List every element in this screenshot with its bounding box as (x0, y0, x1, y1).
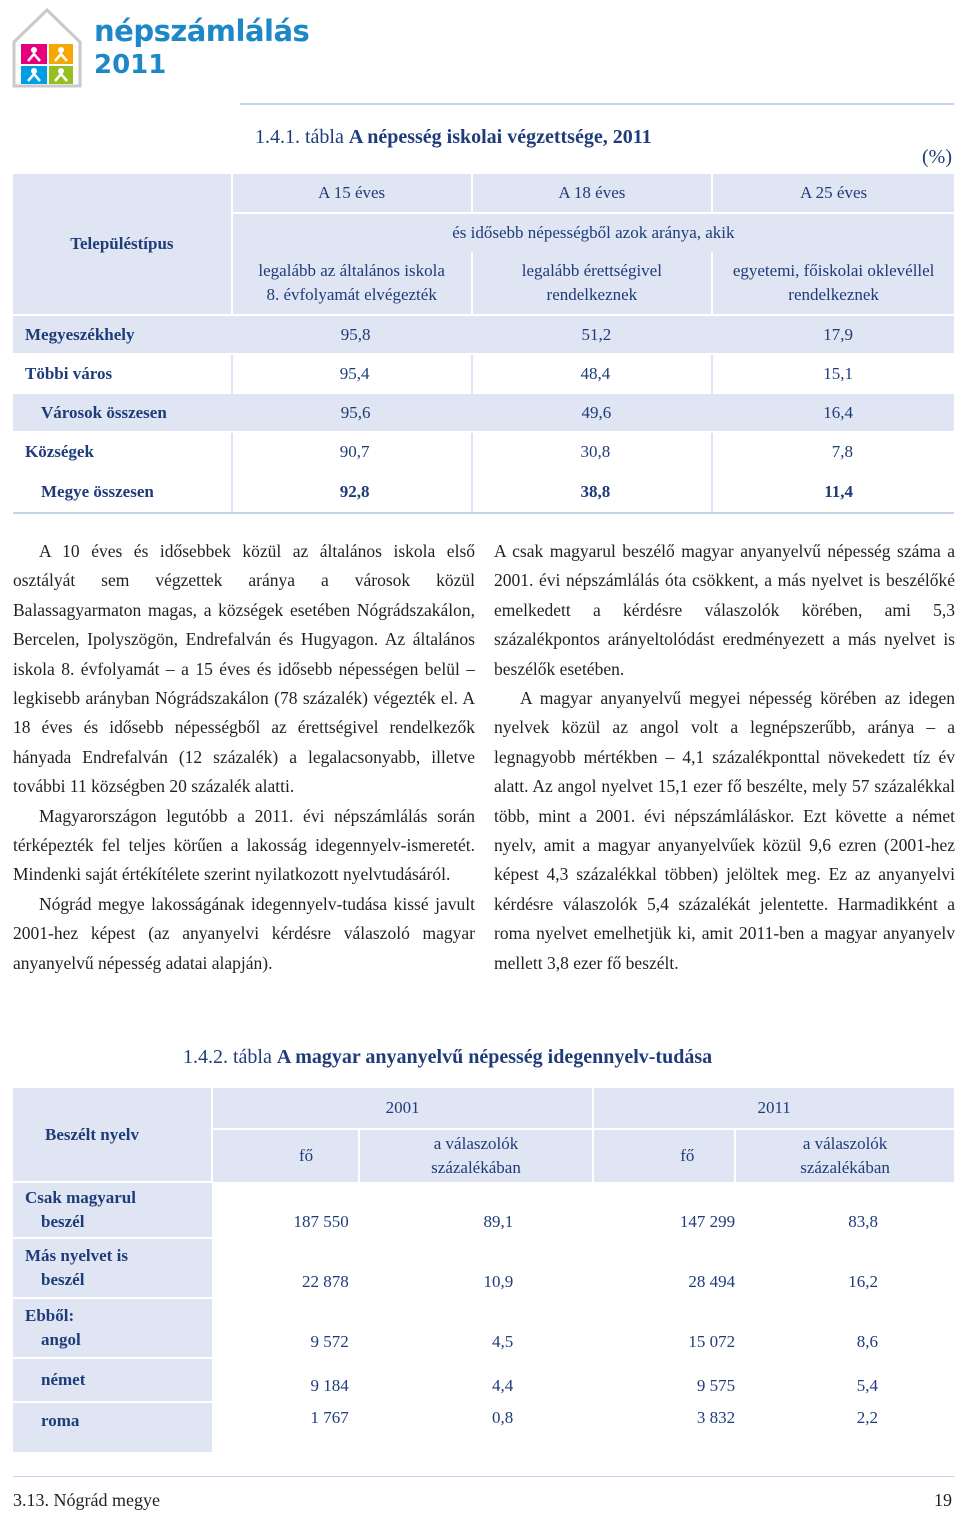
table-row (13, 432, 954, 471)
table2-caption: A magyar anyanyelvű népesség idegennyelv-tudása (276, 1046, 713, 1068)
col-header-secondary: legalább érettségivel rendelkeznek (472, 252, 713, 315)
table-row (13, 315, 954, 354)
cell-value: 5,4 (856, 1376, 878, 1395)
page-number: 19 (934, 1490, 952, 1510)
cell-value: 7,8 (712, 432, 954, 471)
table2-number: 1.4.2. tábla (183, 1046, 272, 1068)
cell-value: 95,6 (232, 393, 472, 432)
cell-value: 95,4 (232, 354, 472, 393)
table-row-total (13, 471, 954, 513)
sub-header-percent: a válaszolók százalékában (359, 1129, 594, 1182)
cell-value: 9 184 (310, 1376, 349, 1395)
row-label: Megye összesen (13, 471, 232, 513)
cell-value: 90,7 (232, 432, 472, 471)
footer-section: 3.13. Nógrád megye (13, 1490, 160, 1510)
education-table (13, 174, 954, 514)
row-label: roma (13, 1402, 212, 1452)
table-row (13, 1238, 954, 1298)
cell-value: 16,4 (712, 393, 954, 432)
table1-caption: A népesség iskolai végzettsége, 2011 (348, 126, 652, 148)
table2-title (183, 1046, 712, 1069)
paragraph: A 10 éves és idősebbek közül az általános iskola első osztályát sem végzettek aránya a városok közül Balassagyarmaton magas, a községek esetében Nógrádszakálon, Bercelen, Ipolyszögön, Endrefalván és Hugyagon. Az általános iskola 8. évfolyamát – a 15 éves és idősebb népességen belül – legkisebb arányban Nógrádszakálon (78 százalék) végezték el. A 18 éves és idősebb népességből az érettségivel rendelkezők hányada Endrefalván (12 százalék) a legalacsonyabb, illetve további 11 községben 20 százalék alatti. (13, 541, 475, 797)
brand-year: 2011 (94, 50, 167, 80)
sub-header-persons: fő (212, 1129, 359, 1182)
cell-value: 49,6 (472, 393, 713, 432)
paragraph: Magyarországon legutóbb a 2011. évi népszámlálás során térképezték fel teljes körűen a lakosság idegennyelv-ismeretét. Mindenki saját értékítélete szerint nyilatkozott nyelvtudásáról. (13, 805, 475, 885)
cell-value: 83,8 (848, 1212, 878, 1231)
cell-value: 4,5 (492, 1332, 514, 1351)
col-header-degree: egyetemi, főiskolai oklevéllel rendelkeznek (712, 252, 954, 315)
census-logo (8, 4, 86, 90)
col-header-primary: legalább az általános iskola 8. évfolyamát elvégezték (232, 252, 472, 315)
cell-value: 30,8 (472, 432, 713, 471)
row-label: Más nyelvet is beszél (13, 1238, 212, 1298)
row-label: Ebből: angol (13, 1298, 212, 1358)
row-label: Csak magyarul beszél (13, 1182, 212, 1238)
age-header-25: A 25 éves (712, 174, 954, 213)
cell-value: 89,1 (483, 1212, 514, 1231)
cell-value: 51,2 (472, 315, 713, 354)
cell-value: 10,9 (483, 1272, 514, 1291)
row-label: német (13, 1358, 212, 1402)
row-label: Községek (13, 432, 232, 471)
cell-value: 9 572 (310, 1332, 349, 1351)
table1-title (255, 126, 652, 149)
paragraph: Nógrád megye lakosságának idegennyelv-tudása kissé javult 2001-hez képest (az anyanyelvi kérdésre válaszoló magyar anyanyelvű népesség adatai alapján). (13, 893, 475, 973)
age-header-18: A 18 éves (472, 174, 713, 213)
common-header: és idősebb népességből azok aránya, akik (232, 213, 954, 252)
table-row (13, 1298, 954, 1358)
sub-header-persons: fő (593, 1129, 735, 1182)
table-row (13, 354, 954, 393)
cell-value: 3 832 (696, 1408, 736, 1427)
cell-value: 38,8 (472, 471, 713, 513)
cell-value: 11,4 (712, 471, 954, 513)
table-row (13, 1358, 954, 1402)
table-row (13, 1402, 954, 1452)
paragraph: A magyar anyanyelvű megyei népesség körében az idegen nyelvek közül az angol volt a legnépszerűbb, aránya – a legnagyobb mértékben – 4,1 százalékponttal növekedett tíz év alatt. Az angol nyelvet 15,1 ezer fő beszélte, mely 57 százalékkal több, mint a 2001. évi népszámláláskor. Ezt követte a német nyelv, amit a magyar anyanyelvűek közül 9,6 ezren (2001-hez képest 4,3 százalékkal többen) jelöltek meg. Ez az anyanyelvi kérdésre válaszolók 5,4 százalékát jelentette. Harmadikként a roma nyelvet emelhetjük ki, amit 2011-ben a magyar anyanyelv mellett 3,8 ezer fő beszélt. (494, 688, 955, 973)
cell-value: 1 767 (310, 1408, 349, 1427)
cell-value: 9 575 (696, 1376, 736, 1395)
header-divider (240, 103, 954, 105)
settlement-type-header: Településtípus (13, 174, 232, 315)
year-header-2011: 2011 (593, 1088, 954, 1129)
cell-value: 16,2 (848, 1272, 878, 1291)
table1-unit: (%) (922, 146, 952, 168)
sub-header-percent: a válaszolók százalékában (735, 1129, 954, 1182)
brand-name: népszámlálás (94, 14, 310, 48)
table-row (13, 393, 954, 432)
cell-value: 17,9 (712, 315, 954, 354)
table1-number: 1.4.1. tábla (255, 126, 344, 148)
language-header: Beszélt nyelv (13, 1088, 212, 1182)
age-header-15: A 15 éves (232, 174, 472, 213)
row-label: Megyeszékhely (13, 315, 232, 354)
cell-value: 147 299 (679, 1212, 736, 1231)
cell-value: 4,4 (492, 1376, 514, 1395)
table-row (13, 1182, 954, 1238)
cell-value: 0,8 (492, 1408, 514, 1427)
footer-divider (13, 1476, 954, 1477)
cell-value: 15 072 (688, 1332, 736, 1351)
cell-value: 2,2 (856, 1408, 878, 1427)
text-column-right (494, 537, 955, 978)
text-column-left (13, 537, 475, 978)
cell-value: 95,8 (232, 315, 472, 354)
cell-value: 92,8 (232, 471, 472, 513)
row-label: Többi város (13, 354, 232, 393)
paragraph: A csak magyarul beszélő magyar anyanyelvű népesség száma a 2001. évi népszámlálás óta csökkent, a más nyelvet is beszélőké emelkedett a kérdésre válaszolók körében, ami 5,3 százalékpontos arányeltolódást eredményezett a más nyelvet is beszélők esetében. (494, 541, 955, 679)
cell-value: 15,1 (712, 354, 954, 393)
cell-value: 187 550 (293, 1212, 349, 1231)
row-label: Városok összesen (13, 393, 232, 432)
cell-value: 8,6 (856, 1332, 878, 1351)
year-header-2001: 2001 (212, 1088, 593, 1129)
language-table (13, 1088, 954, 1452)
cell-value: 48,4 (472, 354, 713, 393)
cell-value: 22 878 (302, 1272, 349, 1291)
cell-value: 28 494 (688, 1272, 736, 1291)
